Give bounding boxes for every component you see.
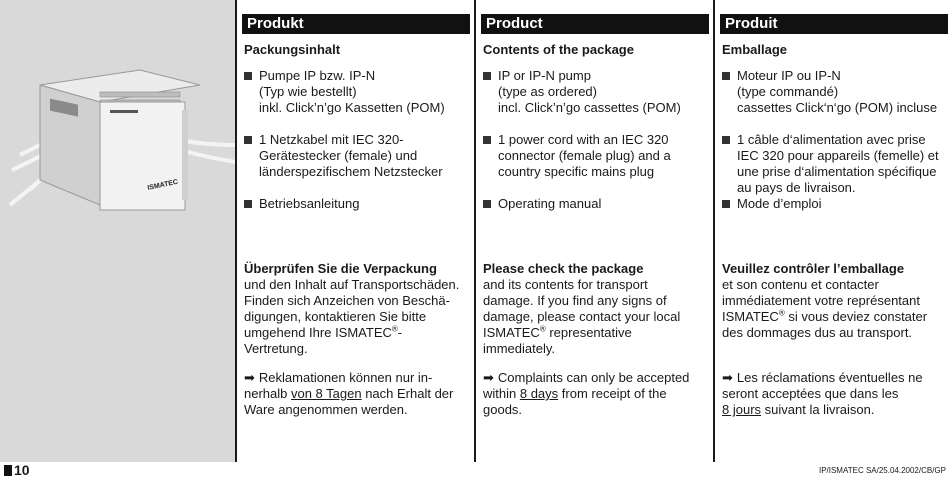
list-item: IP or IP-N pump (type as ordered) incl. Click’n’go cassettes (POM) bbox=[483, 68, 709, 116]
page-marker-icon bbox=[4, 465, 12, 476]
column-divider bbox=[713, 0, 715, 462]
column-header: Produkt bbox=[242, 14, 470, 34]
complaint-notice: ➡ Reklamationen können nur in- nerhalb von 8 Tagen nach Erhalt der Ware angenommen werden. bbox=[244, 370, 454, 417]
list-item: 1 Netzkabel mit IEC 320- Gerätestecker (female) und länderspezifischem Netzstecker bbox=[244, 132, 470, 180]
arrow-right-icon: ➡ bbox=[722, 370, 733, 385]
list-item: Mode d’emploi bbox=[722, 196, 948, 212]
page-number: 10 bbox=[4, 462, 30, 478]
footer-code: IP/ISMATEC SA/25.04.2002/CB/GP bbox=[818, 466, 946, 475]
check-package-notice: Please check the package and its contents for transport damage. If you find any signs of damage, please contact your local ISMATEC® representative immediately. bbox=[483, 261, 681, 356]
complaint-notice: ➡ Les réclamations éventuelles ne seront acceptées que dans les 8 jours suivant la livraison. bbox=[722, 370, 923, 417]
product-image-panel bbox=[0, 0, 236, 462]
list-item: 1 câble d‘alimentation avec prise IEC 320 pour appareils (femelle) et une prise d‘alimentation spécifique au pays de livraison. bbox=[722, 132, 948, 196]
column-french bbox=[720, 14, 948, 454]
section-subtitle: Packungsinhalt bbox=[244, 42, 341, 57]
section-subtitle: Contents of the package bbox=[483, 42, 634, 57]
column-english bbox=[481, 14, 709, 454]
column-header: Produit bbox=[720, 14, 948, 34]
check-package-notice: Überprüfen Sie die Verpackung und den Inhalt auf Transportschäden. Finden sich Anzeichen von Beschä- digungen, kontaktieren Sie bitte umgehend Ihre ISMATEC®- Vertretung. bbox=[244, 261, 460, 356]
pump-illustration bbox=[0, 30, 236, 260]
column-header: Product bbox=[481, 14, 709, 34]
column-german bbox=[242, 14, 470, 454]
pump-brand-label: ISMATEC bbox=[146, 178, 179, 192]
arrow-right-icon: ➡ bbox=[483, 370, 494, 385]
complaint-notice: ➡ Complaints can only be accepted within 8 days from receipt of the goods. bbox=[483, 370, 690, 417]
arrow-right-icon: ➡ bbox=[244, 370, 255, 385]
list-item: 1 power cord with an IEC 320 connector (female plug) and a country specific mains plug bbox=[483, 132, 709, 180]
list-item: Operating manual bbox=[483, 196, 709, 212]
list-item: Moteur IP ou IP-N (type commandé) cassettes Click‘n‘go (POM) incluse bbox=[722, 68, 948, 116]
column-divider bbox=[474, 0, 476, 462]
section-subtitle: Emballage bbox=[722, 42, 788, 57]
list-item: Betriebsanleitung bbox=[244, 196, 470, 212]
check-package-notice: Veuillez contrôler l’emballage et son contenu et contacter immédiatement votre représentant ISMATEC® si vous deviez constater des dommages dus au transport. bbox=[722, 261, 928, 340]
list-item: Pumpe IP bzw. IP-N (Typ wie bestellt) inkl. Click’n’go Kassetten (POM) bbox=[244, 68, 470, 116]
column-divider bbox=[235, 0, 237, 462]
